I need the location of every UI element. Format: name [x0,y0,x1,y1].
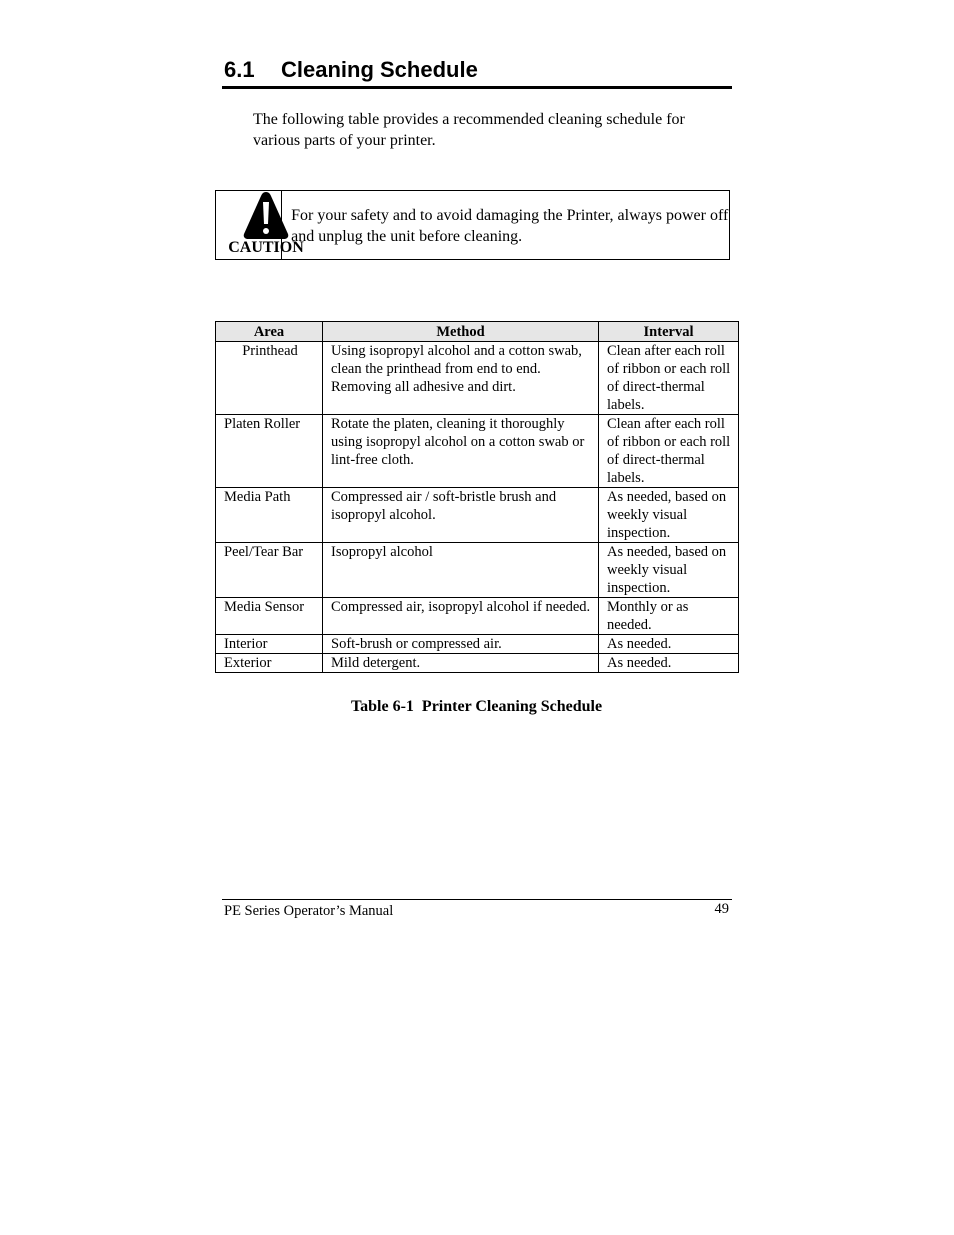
intro-paragraph: The following table provides a recommended cleaning schedule for various parts of your printer. [253,111,685,149]
interval-cell: As needed. [599,654,739,673]
footer-rule [222,899,732,900]
interval-cell: As needed, based on weekly visual inspection. [599,488,739,543]
table-row [216,543,739,598]
table-row [216,654,739,673]
section-title: Cleaning Schedule [281,57,478,82]
cleaning-schedule-table [215,321,739,673]
caution-text: For your safety and to avoid damaging the Printer, always power off and unplug the unit before cleaning. [291,207,729,245]
table-caption: Table 6-1 Printer Cleaning Schedule [350,698,603,715]
section-heading [224,56,732,84]
caution-notice [215,190,730,260]
area-cell: Exterior [216,654,323,673]
header-interval: Interval [599,322,739,342]
area-cell: Peel/Tear Bar [216,543,323,598]
interval-cell: Clean after each roll of ribbon or each roll of direct-thermal labels. [599,415,739,488]
table-row [216,598,739,635]
method-cell: Compressed air / soft-bristle brush and isopropyl alcohol. [323,488,599,543]
interval-cell: As needed. [599,635,739,654]
caution-label: CAUTION [228,239,304,256]
heading-rule [222,86,732,89]
caution-icon-cell [216,191,304,259]
table-row [216,635,739,654]
interval-cell: As needed, based on weekly visual inspection. [599,543,739,598]
area-cell: Media Sensor [216,598,323,635]
method-cell: Rotate the platen, cleaning it thoroughly using isopropyl alcohol on a cotton swab or lint-free cloth. [323,415,599,488]
section-number: 6.1 [224,57,255,82]
method-cell: Using isopropyl alcohol and a cotton swab, clean the printhead from end to end. Removing all adhesive and dirt. [323,342,599,415]
area-cell: Media Path [216,488,323,543]
interval-cell: Monthly or as needed. [599,598,739,635]
table-header-row [216,322,739,342]
area-cell: Printhead [216,342,323,415]
table-row [216,415,739,488]
method-cell: Compressed air, isopropyl alcohol if needed. [323,598,599,635]
method-cell: Mild detergent. [323,654,599,673]
page-number: 49 [714,901,729,917]
area-cell: Platen Roller [216,415,323,488]
header-area: Area [216,322,323,342]
footer-manual-title: PE Series Operator’s Manual [224,903,394,919]
area-cell: Interior [216,635,323,654]
table-row [216,342,739,415]
method-cell: Soft-brush or compressed air. [323,635,599,654]
method-cell: Isopropyl alcohol [323,543,599,598]
caution-warning-triangle-icon [243,192,289,240]
interval-cell: Clean after each roll of ribbon or each roll of direct-thermal labels. [599,342,739,415]
table-row [216,488,739,543]
header-method: Method [323,322,599,342]
